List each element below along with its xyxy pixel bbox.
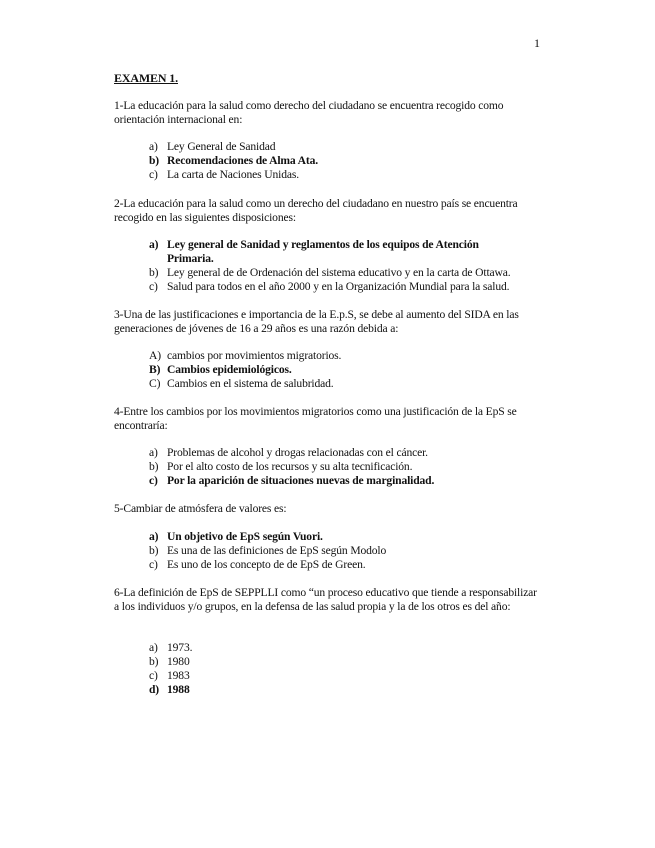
option-label: c) <box>149 669 158 682</box>
option-label: a) <box>149 641 158 654</box>
option-text: Un objetivo de EpS según Vuori. <box>167 530 323 543</box>
option-label: A) <box>149 349 161 362</box>
option-label: a) <box>149 530 159 543</box>
question-2-text: 2-La educación para la salud como un derecho del ciudadano en nuestro país se encuentra recogido en las siguientes disposiciones: <box>114 197 518 224</box>
option-text: Por la aparición de situaciones nuevas de marginalidad. <box>167 474 435 487</box>
option-text: Ley general de de Ordenación del sistema educativo y en la carta de Ottawa. <box>167 266 511 279</box>
option-text: Es una de las definiciones de EpS según Modolo <box>167 544 387 557</box>
option-text: Cambios epidemiológicos. <box>167 363 292 376</box>
option-label: b) <box>149 266 159 279</box>
option-text: 1983 <box>167 669 190 682</box>
option-text: La carta de Naciones Unidas. <box>167 168 299 181</box>
question-3-text: 3-Una de las justificaciones e importancia de la E.p.S, se debe al aumento del SIDA en las generaciones de jóvenes de 16 a 29 años es una razón debida a: <box>114 308 519 335</box>
option-label: a) <box>149 446 158 459</box>
option-label: c) <box>149 168 158 181</box>
option-label: a) <box>149 140 158 153</box>
option-text: Problemas de alcohol y drogas relacionadas con el cáncer. <box>167 446 428 459</box>
option-label: C) <box>149 377 161 390</box>
option-label: a) <box>149 238 159 251</box>
option-text: cambios por movimientos migratorios. <box>167 349 342 362</box>
option-label: c) <box>149 474 158 487</box>
option-text: Por el alto costo de los recursos y su alta tecnificación. <box>167 460 413 473</box>
question-1-text: 1-La educación para la salud como derecho del ciudadano se encuentra recogido como orientación internacional en: <box>114 99 504 126</box>
option-text: Cambios en el sistema de salubridad. <box>167 377 334 390</box>
option-label: c) <box>149 280 158 293</box>
option-text: Es uno de los concepto de de EpS de Green. <box>167 558 366 571</box>
option-label: b) <box>149 460 159 473</box>
option-text: Salud para todos en el año 2000 y en la Organización Mundial para la salud. <box>167 280 510 293</box>
option-text: 1980 <box>167 655 190 668</box>
option-text: 1988 <box>167 683 190 696</box>
option-text: Ley general de Sanidad y reglamentos de los equipos de Atención Primaria. <box>167 238 479 265</box>
option-label: b) <box>149 544 159 557</box>
option-label: d) <box>149 683 160 696</box>
option-label: b) <box>149 154 160 167</box>
option-label: B) <box>149 363 161 376</box>
option-text: Recomendaciones de Alma Ata. <box>167 154 319 167</box>
option-text: Ley General de Sanidad <box>167 140 276 153</box>
option-label: c) <box>149 558 158 571</box>
question-5-text: 5-Cambiar de atmósfera de valores es: <box>114 502 287 515</box>
exam-title: EXAMEN 1. <box>114 71 178 85</box>
option-text: 1973. <box>167 641 193 654</box>
page-number: 1 <box>534 36 540 50</box>
question-4-text: 4-Entre los cambios por los movimientos migratorios como una justificación de la EpS se encontraría: <box>114 405 517 432</box>
question-6-text: 6-La definición de EpS de SEPPLLI como “un proceso educativo que tiende a responsabilizar a los individuos y/o grupos, en la defensa de las salud propia y la de los otros es del año: <box>114 586 537 613</box>
option-label: b) <box>149 655 159 668</box>
